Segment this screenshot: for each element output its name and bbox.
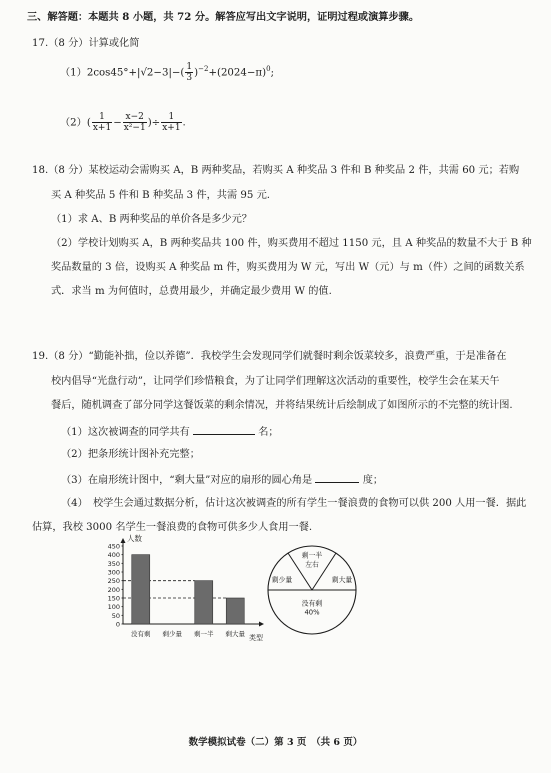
q18-line-1: 18.（8 分）某校运动会需购买 A，B 两种奖品，若购买 A 种奖品 3 件和 B 种奖品 2 件，共需 60 元；若购 xyxy=(32,165,520,176)
q19-sub-3-suffix: 度； xyxy=(362,475,384,486)
bar-chart-bar xyxy=(195,581,213,624)
q17-part1-close: ) xyxy=(194,67,199,79)
q17-part1-term1: 2cos45° xyxy=(86,67,129,79)
q17-part1-label: （1） xyxy=(60,67,87,79)
q17-part2-label: （2） xyxy=(60,117,87,129)
q17-part2-fraction2 xyxy=(123,112,147,133)
bar-chart-category-labels xyxy=(131,629,246,638)
bar-chart-y-tick-label: 400 xyxy=(107,551,120,560)
q17-part1-sqrt: √2 xyxy=(140,67,154,79)
bar-chart-y-tick-label: 50 xyxy=(111,611,120,620)
q17-part2-f1-den: x+1 xyxy=(92,123,112,133)
q17-part2-f1-num: 1 xyxy=(92,112,112,123)
q17-part2-f2-num: x−2 xyxy=(123,112,147,123)
q19-line-1: 19.（8 分）“勤能补拙，俭以养德”．我校学生会发现同学们就餐时剩余饭菜较多，浪费严重，于是准备在 xyxy=(32,351,507,362)
q17-part1-frac-den: 3 xyxy=(186,73,193,83)
q17-part2-open: ( xyxy=(86,117,91,129)
q17-part1-fraction xyxy=(185,62,193,83)
pie-chart xyxy=(262,540,362,640)
q17-part1-tail: +(2024−π) xyxy=(208,67,267,79)
bar-chart-bar xyxy=(226,598,244,624)
q19-sub-1-blank[interactable] xyxy=(193,424,255,435)
bar-chart-y-tick-label: 450 xyxy=(107,542,120,551)
bar-chart-y-tick-label: 200 xyxy=(107,585,120,594)
q17-part1-end: ; xyxy=(270,67,274,79)
bar-chart-y-tick-label: 350 xyxy=(107,559,120,568)
q18-line-2: 买 A 种奖品 5 件和 B 种奖品 3 件，共需 95 元. xyxy=(51,190,271,201)
q19-sub-1-text: （1）这次被调查的同学共有 xyxy=(61,427,190,438)
section-heading: 三、解答题：本题共 8 小题，共 72 分。解答应写出文字说明，证明过程或演算步骤。 xyxy=(27,11,420,23)
page-footer: 数学模拟试卷（二）第 3 页 （共 6 页） xyxy=(188,737,363,748)
q19-line-3: 餐后，随机调查了部分同学这餐饭菜的剩余情况，并将结果统计后绘制成了如图所示的不完整的统计图. xyxy=(51,400,513,411)
bar-chart-category-label: 剩少量 xyxy=(162,630,182,638)
bar-chart-tick-labels xyxy=(108,543,123,629)
q17-part2-end: . xyxy=(182,117,186,129)
bar-chart xyxy=(85,532,270,647)
q19-line-2: 校内倡导“光盘行动”，让同学们珍惜粮食，为了让同学们理解这次活动的重要性，校学生会在某天午 xyxy=(51,376,500,387)
q17-part2 xyxy=(60,112,186,133)
q17-part2-minus: − xyxy=(113,117,122,129)
pie-slice-label: 剩一半 xyxy=(301,551,323,560)
q19-sub-3-text: （3）在扇形统计图中，“剩大量”对应的扇形的圆心角是 xyxy=(61,475,313,486)
bar-chart-y-tick-label: 150 xyxy=(107,594,120,603)
q17-part2-fraction1 xyxy=(92,112,112,133)
bar-chart-y-tick-label: 250 xyxy=(107,577,120,586)
q17-part1-exponent-zero: 0 xyxy=(266,65,271,74)
pie-slice-label: 40% xyxy=(304,608,320,617)
q19-sub-2: （2）把条形统计图补充完整； xyxy=(61,449,200,460)
bar-chart-xlabel: 类型 xyxy=(249,634,263,642)
q17-part1-exponent: −2 xyxy=(198,65,209,74)
bar-chart-y-tick-label: 0 xyxy=(115,620,120,629)
q17-heading: 17.（8 分）计算或化简 xyxy=(32,38,140,49)
bar-chart-y-tick-label: 100 xyxy=(107,603,120,612)
bar-chart-bars xyxy=(132,555,245,624)
q17-part2-f2-den: x²−1 xyxy=(123,123,146,133)
bar-chart-y-tick-label: 300 xyxy=(107,568,120,577)
q17-part2-f3-den: x+1 xyxy=(162,123,181,133)
q17-part2-fraction3 xyxy=(161,112,181,133)
q19-sub-3-blank[interactable] xyxy=(315,472,359,483)
q18-line-4: （2）学校计划购买 A，B 两种奖品共 100 件，购买费用不超过 1150 元，且 A 种奖品的数量不大于 B 种 xyxy=(51,238,532,249)
q18-line-3: （1）求 A、B 两种奖品的单价各是多少元？ xyxy=(51,214,252,225)
q18-line-5: 奖品数量的 3 倍，设购买 A 种奖品 m 件，购买费用为 W 元，写出 W（元）与 m（件）之间的函数关系 xyxy=(51,262,525,273)
q19-sub-4-cont: 估算，我校 3000 名学生一餐浪费的食物可供多少人食用一餐. xyxy=(32,522,313,533)
bar-chart-category-label: 剩大量 xyxy=(225,630,245,638)
q17-part1 xyxy=(60,62,274,83)
pie-labels xyxy=(272,551,353,617)
q17-part1-plus: +| xyxy=(128,67,141,79)
pie-slice-label: 剩少量 xyxy=(271,576,293,584)
q18-line-6: 式．求当 m 为何值时，总费用最少，并确定最少费用 W 的值. xyxy=(51,286,332,297)
pie-slice-label: 左右 xyxy=(305,560,319,569)
bar-chart-category-label: 剩一半 xyxy=(194,630,214,638)
q17-part1-frac-num: 1 xyxy=(186,62,193,72)
pie-slice-label: 没有剩 xyxy=(301,599,323,608)
q17-part2-divide: )÷ xyxy=(147,117,161,129)
bar-chart-y-arrow xyxy=(121,538,126,543)
q19-sub-1-suffix: 名； xyxy=(258,427,279,438)
q17-part2-f3-num: 1 xyxy=(161,112,181,123)
q19-sub-3 xyxy=(61,472,383,488)
bar-chart-bar xyxy=(132,555,150,624)
bar-chart-category-label: 没有剩 xyxy=(131,630,151,638)
q17-part1-minus3: −3|−( xyxy=(153,67,185,79)
pie-slice-label: 剩大量 xyxy=(331,576,353,584)
q19-sub-1 xyxy=(61,424,279,440)
q19-sub-4: （4） 校学生会通过数据分析，估计这次被调查的所有学生一餐浪费的食物可以供 200 人用一餐．据此 xyxy=(61,498,527,509)
bar-chart-ylabel: 人数 xyxy=(127,534,142,543)
